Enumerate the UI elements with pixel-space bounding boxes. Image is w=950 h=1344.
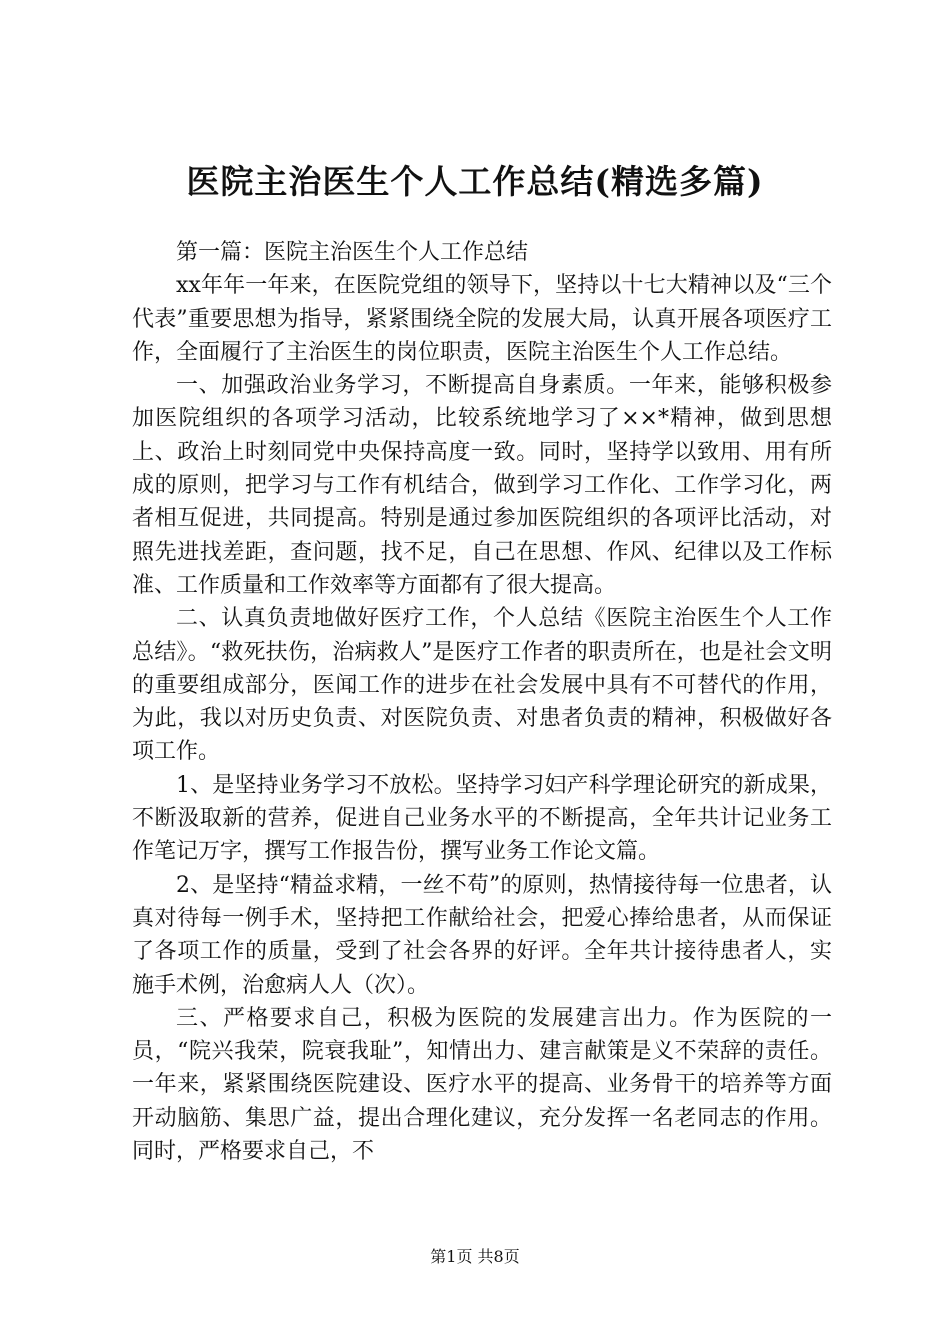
paragraph-intro: xx年年一年来，在医院党组的领导下，坚持以十七大精神以及“三个代表”重要思想为指导，紧紧围绕全院的发展大局，认真开展各项医疗工作，全面履行了主治医生的岗位职责，医院主治医生个人工作总结。 xyxy=(132,273,832,365)
paragraph-item-1: 1、是坚持业务学习不放松。坚持学习妇产科学理论研究的新成果，不断汲取新的营养，促进自己业务水平的不断提高，全年共计记业务工作笔记万字，撰写工作报告份，撰写业务工作论文篇。 xyxy=(132,772,832,865)
paragraph-section-3: 三、严格要求自己，积极为医院的发展建言出力。作为医院的一员，“院兴我荣，院衰我耻”，知情出力、建言献策是义不荣辞的责任。一年来，紧紧围绕医院建设、医疗水平的提高、业务骨干的培养等方面开动脑筋、集思广益，提出合理化建议，充分发挥一名老同志的作用。同时，严格要求自己，不 xyxy=(132,1005,832,1165)
paragraph-item-2: 2、是坚持“精益求精，一丝不苟”的原则，热情接待每一位患者，认真对待每一例手术，坚持把工作献给社会，把爱心捧给患者，从而保证了各项工作的质量，受到了社会各界的好评。全年共计接待患者人，实施手术例，治愈病人人（次）。 xyxy=(132,872,832,998)
document-body xyxy=(132,236,832,1168)
section-heading: 第一篇：医院主治医生个人工作总结 xyxy=(176,240,529,265)
document-title: 医院主治医生个人工作总结(精选多篇) xyxy=(186,162,764,201)
paragraph-section-1: 一、加强政治业务学习，不断提高自身素质。一年来，能够积极参加医院组织的各项学习活动，比较系统地学习了××*精神，做到思想上、政治上时刻同党中央保持高度一致。同时，坚持学以致用、用有所成的原则，把学习与工作有机结合，做到学习工作化、工作学习化，两者相互促进，共同提高。特别是通过参加医院组织的各项评比活动，对照先进找差距，查问题，找不足，自己在思想、作风、纪律以及工作标准、工作质量和工作效率等方面都有了很大提高。 xyxy=(132,373,832,598)
paragraph-section-2: 二、认真负责地做好医疗工作，个人总结《医院主治医生个人工作总结》。“救死扶伤，治病救人”是医疗工作者的职责所在，也是社会文明的重要组成部分，医闻工作的进步在社会发展中具有不可替代的作用，为此，我以对历史负责、对医院负责、对患者负责的精神，积极做好各项工作。 xyxy=(132,606,832,765)
page-footer: 第1页 共8页 xyxy=(430,1247,520,1266)
